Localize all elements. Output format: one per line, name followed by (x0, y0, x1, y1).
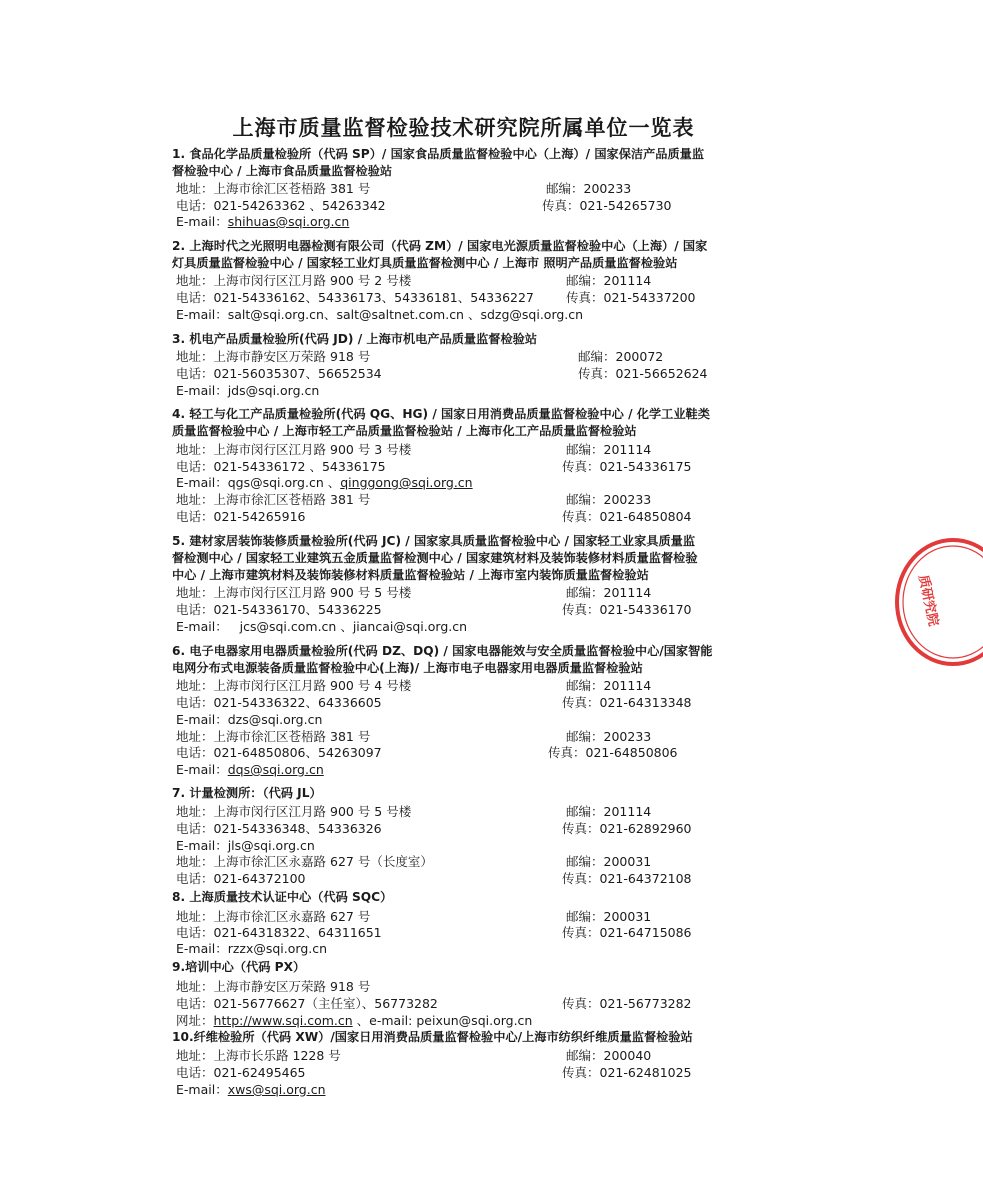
unit-8-address (176, 908, 370, 925)
email-label: E-mail： (176, 214, 228, 229)
fax-value: 021-64313348 (599, 695, 692, 710)
unit-6-address (176, 677, 411, 694)
unit-5-heading-line-1: 5. 建材家居装饰装修质量检验所(代码 JC) / 国家家具质量监督检验中心 / 国家轻工业家具质量监 (172, 534, 696, 548)
phone-label: 电话： (176, 1065, 214, 1080)
fax-value: 021-54337200 (603, 290, 696, 305)
zip-value: 200233 (603, 492, 652, 507)
address-label: 地址： (176, 273, 214, 288)
unit-4-address-2 (176, 491, 370, 508)
address-value: 上海市徐汇区永嘉路 627 号 (213, 909, 371, 924)
unit-1-address (176, 180, 370, 197)
unit-6-fax (562, 694, 692, 711)
email-label: e-mail: (369, 1013, 413, 1028)
phone-value: 021-56776627（主任室）、56773282 (213, 996, 438, 1011)
email-value[interactable]: jds@sqi.org.cn (227, 383, 320, 398)
address-label: 地址： (176, 181, 214, 196)
unit-2-phone (176, 289, 534, 306)
unit-4-address (176, 441, 411, 458)
unit-8-zip (566, 908, 651, 925)
fax-label: 传真： (566, 290, 604, 305)
zip-value: 200040 (603, 1048, 652, 1063)
email-value[interactable]: salt@saltnet.com.cn (336, 307, 464, 322)
phone-value: 021-64318322、64311651 (213, 925, 382, 940)
phone-label: 电话： (176, 366, 214, 381)
unit-6-fax-2 (548, 744, 678, 761)
address-label: 地址： (176, 979, 214, 994)
unit-5-email: E-mail： jcs@sqi.com.cn 、jiancai@sqi.org.cn (176, 619, 468, 634)
fax-label: 传真： (562, 1065, 600, 1080)
phone-value: 021-62495465 (213, 1065, 306, 1080)
fax-label: 传真： (542, 198, 580, 213)
unit-3-address (176, 348, 370, 365)
fax-label: 传真： (562, 925, 600, 940)
email-value[interactable]: rzzx@sqi.org.cn (227, 941, 328, 956)
seal-inner-ring (903, 546, 983, 658)
address-label: 地址： (176, 729, 214, 744)
fax-value: 021-64715086 (599, 925, 692, 940)
fax-value: 021-54336175 (599, 459, 692, 474)
fax-value: 021-64372108 (599, 871, 692, 886)
unit-6-phone-2 (176, 744, 382, 761)
fax-value: 021-64850804 (599, 509, 692, 524)
unit-5-heading-line-3: 中心 / 上海市建筑材料及装饰装修材料质量监督检验站 / 上海市室内装饰质量监督检验站 (172, 568, 649, 582)
unit-7-heading: 7. 计量检测所：（代码 JL） (172, 786, 322, 800)
unit-6-address-2 (176, 728, 370, 745)
unit-7-zip-2 (566, 853, 651, 870)
unit-3-zip (578, 348, 663, 365)
address-value: 上海市徐汇区苍梧路 381 号 (213, 729, 371, 744)
email-label: E-mail： (176, 383, 228, 398)
email-link[interactable]: xws@sqi.org.cn (227, 1082, 326, 1097)
phone-label: 电话： (176, 602, 214, 617)
unit-4-email: E-mail：qgs@sqi.org.cn 、qinggong@sqi.org.cn (176, 475, 473, 490)
address-label: 地址： (176, 854, 214, 869)
unit-7-phone-2 (176, 870, 306, 887)
address-label: 地址： (176, 442, 214, 457)
unit-9-heading: 9.培训中心（代码 PX） (172, 960, 306, 974)
website-link[interactable]: http://www.sqi.com.cn (213, 1013, 353, 1028)
email-value[interactable]: jls@sqi.org.cn (227, 838, 315, 853)
phone-value: 021-56035307、56652534 (213, 366, 382, 381)
unit-1-heading-line-1: 1. 食品化学品质量检验所（代码 SP）/ 国家食品质量监督检验中心（上海）/ 国家保洁产品质量监 (172, 147, 705, 161)
unit-5-zip (566, 584, 651, 601)
unit-7-email (176, 837, 315, 854)
zip-label: 邮编： (566, 273, 604, 288)
zip-value: 200072 (615, 349, 664, 364)
zip-label: 邮编： (566, 1048, 604, 1063)
phone-value: 021-54336348、54336326 (213, 821, 382, 836)
unit-8-phone (176, 924, 382, 941)
zip-value: 200031 (603, 854, 652, 869)
zip-label: 邮编： (566, 909, 604, 924)
phone-label: 电话： (176, 996, 214, 1011)
fax-label: 传真： (578, 366, 616, 381)
unit-3-heading: 3. 机电产品质量检验所(代码 JD) / 上海市机电产品质量监督检验站 (172, 332, 538, 346)
unit-4-heading-line-1: 4. 轻工与化工产品质量检验所(代码 QG、HG) / 国家日用消费品质量监督检验中心 / 化学工业鞋类 (172, 407, 710, 421)
phone-label: 电话： (176, 459, 214, 474)
unit-5-fax (562, 601, 692, 618)
unit-2-zip (566, 272, 651, 289)
unit-1-heading-line-2: 督检验中心 / 上海市食品质量监督检验站 (172, 164, 393, 178)
zip-label: 邮编： (566, 442, 604, 457)
unit-9-address (176, 978, 370, 995)
unit-2-fax (566, 289, 696, 306)
seal-ring (897, 540, 983, 664)
zip-value: 201114 (603, 678, 652, 693)
unit-1-email (176, 213, 349, 230)
unit-10-phone (176, 1064, 306, 1081)
unit-7-fax (562, 820, 692, 837)
fax-label: 传真： (562, 871, 600, 886)
official-seal-stamp (893, 540, 983, 670)
address-label: 地址： (176, 349, 214, 364)
zip-label: 邮编： (546, 181, 584, 196)
phone-label: 电话： (176, 821, 214, 836)
fax-value: 021-56773282 (599, 996, 692, 1011)
unit-10-heading: 10.纤维检验所（代码 XW）/国家日用消费品质量监督检验中心/上海市纺织纤维质量监督检验站 (172, 1030, 693, 1044)
email-value[interactable]: salt@sqi.org.cn (227, 307, 324, 322)
fax-label: 传真： (548, 745, 586, 760)
seal-text: 质研究院 (915, 573, 941, 628)
fax-value: 021-62892960 (599, 821, 692, 836)
fax-value: 021-64850806 (585, 745, 678, 760)
phone-value: 021-54265916 (213, 509, 306, 524)
email-value[interactable]: jcs@sqi.com.cn (239, 619, 337, 634)
unit-10-email (176, 1081, 326, 1098)
unit-6-email (176, 711, 322, 728)
zip-value: 200031 (603, 909, 652, 924)
zip-value: 201114 (603, 442, 652, 457)
address-label: 地址： (176, 1048, 214, 1063)
zip-label: 邮编： (566, 678, 604, 693)
address-label: 地址： (176, 804, 214, 819)
unit-9-website: 网址：http://www.sqi.com.cn 、e-mail: peixun@sqi.org.cn (176, 1013, 533, 1028)
website-label: 网址： (176, 1013, 214, 1028)
email-value[interactable]: qgs@sqi.org.cn (227, 475, 324, 490)
unit-7-fax-2 (562, 870, 692, 887)
address-value: 上海市徐汇区苍梧路 381 号 (213, 492, 371, 507)
document-title: 上海市质量监督检验技术研究院所属单位一览表 (232, 116, 695, 140)
unit-7-phone (176, 820, 382, 837)
zip-value: 201114 (603, 804, 652, 819)
email-label: E-mail： (176, 475, 228, 490)
phone-value: 021-54336162、54336173、54336181、54336227 (213, 290, 534, 305)
address-value: 上海市静安区万荣路 918 号 (213, 349, 371, 364)
address-label: 地址： (176, 492, 214, 507)
zip-value: 200233 (583, 181, 632, 196)
address-value: 上海市徐汇区苍梧路 381 号 (213, 181, 371, 196)
phone-label: 电话： (176, 745, 214, 760)
phone-label: 电话： (176, 871, 214, 886)
address-value: 上海市长乐路 1228 号 (213, 1048, 341, 1063)
unit-9-fax (562, 995, 692, 1012)
zip-value: 200233 (603, 729, 652, 744)
unit-4-zip (566, 441, 651, 458)
phone-value: 021-54336170、54336225 (213, 602, 382, 617)
unit-2-heading-line-1: 2. 上海时代之光照明电器检测有限公司（代码 ZM）/ 国家电光源质量监督检验中心（上海）/ 国家 (172, 239, 708, 253)
fax-label: 传真： (562, 821, 600, 836)
zip-label: 邮编： (566, 585, 604, 600)
unit-10-address (176, 1047, 341, 1064)
email-label: E-mail： (176, 941, 228, 956)
email-label: E-mail： (176, 619, 228, 634)
unit-4-phone (176, 458, 386, 475)
fax-value: 021-54336170 (599, 602, 692, 617)
unit-7-address (176, 803, 411, 820)
email-link[interactable]: shihuas@sqi.org.cn (227, 214, 350, 229)
unit-5-address (176, 584, 411, 601)
fax-value: 021-54265730 (579, 198, 672, 213)
email-link[interactable]: dqs@sqi.org.cn (227, 762, 324, 777)
unit-2-address (176, 272, 411, 289)
unit-1-zip (546, 180, 631, 197)
phone-value: 021-54336322、64336605 (213, 695, 382, 710)
unit-10-fax (562, 1064, 692, 1081)
unit-2-heading-line-2: 灯具质量监督检验中心 / 国家轻工业灯具质量监督检测中心 / 上海市 照明产品质量监督检验站 (172, 256, 678, 270)
unit-6-zip (566, 677, 651, 694)
phone-label: 电话： (176, 509, 214, 524)
address-value: 上海市闵行区江月路 900 号 5 号楼 (213, 585, 412, 600)
unit-3-phone (176, 365, 382, 382)
unit-4-fax (562, 458, 692, 475)
unit-7-address-2 (176, 853, 433, 870)
unit-7-zip (566, 803, 651, 820)
phone-value: 021-64372100 (213, 871, 306, 886)
unit-6-heading-line-2: 电网分布式电源装备质量监督检验中心(上海)/ 上海市电子电器家用电器质量监督检验站 (172, 661, 643, 675)
unit-5-heading-line-2: 督检测中心 / 国家轻工业建筑五金质量监督检测中心 / 国家建筑材料及装饰装修材料质量监督检验 (172, 551, 698, 565)
fax-value: 021-62481025 (599, 1065, 692, 1080)
unit-6-email-2 (176, 761, 324, 778)
unit-5-phone (176, 601, 382, 618)
address-value: 上海市闵行区江月路 900 号 2 号楼 (213, 273, 412, 288)
email-label: E-mail： (176, 307, 228, 322)
fax-label: 传真： (562, 996, 600, 1011)
zip-label: 邮编： (566, 729, 604, 744)
unit-6-zip-2 (566, 728, 651, 745)
zip-label: 邮编： (566, 804, 604, 819)
phone-value: 021-54263362 、54263342 (213, 198, 386, 213)
email-value[interactable]: jiancai@sqi.org.cn (352, 619, 468, 634)
address-label: 地址： (176, 678, 214, 693)
unit-4-heading-line-2: 质量监督检验中心 / 上海市轻工产品质量监督检验站 / 上海市化工产品质量监督检验站 (172, 424, 637, 438)
unit-4-zip-2 (566, 491, 651, 508)
unit-9-phone (176, 995, 438, 1012)
phone-label: 电话： (176, 198, 214, 213)
phone-value: 021-54336172 、54336175 (213, 459, 386, 474)
email-label: E-mail： (176, 838, 228, 853)
unit-3-email (176, 382, 319, 399)
unit-8-fax (562, 924, 692, 941)
address-value: 上海市徐汇区永嘉路 627 号（长度室） (213, 854, 433, 869)
zip-label: 邮编： (566, 854, 604, 869)
fax-label: 传真： (562, 695, 600, 710)
email-value[interactable]: dzs@sqi.org.cn (227, 712, 323, 727)
unit-4-phone-2 (176, 508, 306, 525)
unit-8-heading: 8. 上海质量技术认证中心（代码 SQC） (172, 890, 393, 904)
unit-6-phone (176, 694, 382, 711)
fax-value: 021-56652624 (615, 366, 708, 381)
zip-value: 201114 (603, 273, 652, 288)
zip-label: 邮编： (566, 492, 604, 507)
address-value: 上海市闵行区江月路 900 号 3 号楼 (213, 442, 412, 457)
unit-1-phone (176, 197, 386, 214)
email-label: E-mail： (176, 712, 228, 727)
email-label: E-mail： (176, 762, 228, 777)
phone-label: 电话： (176, 925, 214, 940)
unit-3-fax (578, 365, 708, 382)
zip-label: 邮编： (578, 349, 616, 364)
phone-value: 021-64850806、54263097 (213, 745, 382, 760)
email-value[interactable]: sdzg@sqi.org.cn (480, 307, 584, 322)
unit-10-zip (566, 1047, 651, 1064)
address-value: 上海市闵行区江月路 900 号 5 号楼 (213, 804, 412, 819)
address-label: 地址： (176, 909, 214, 924)
address-value: 上海市闵行区江月路 900 号 4 号楼 (213, 678, 412, 693)
fax-label: 传真： (562, 459, 600, 474)
email-label: E-mail： (176, 1082, 228, 1097)
address-label: 地址： (176, 585, 214, 600)
unit-8-email (176, 940, 327, 957)
email-value[interactable]: peixun@sqi.org.cn (416, 1013, 533, 1028)
email-link[interactable]: qinggong@sqi.org.cn (340, 475, 473, 490)
unit-4-fax-2 (562, 508, 692, 525)
unit-2-email: E-mail：salt@sqi.org.cn、salt@saltnet.com.cn 、sdzg@sqi.org.cn (176, 307, 584, 322)
address-value: 上海市静安区万荣路 918 号 (213, 979, 371, 994)
fax-label: 传真： (562, 509, 600, 524)
fax-label: 传真： (562, 602, 600, 617)
unit-1-fax (542, 197, 672, 214)
unit-6-heading-line-1: 6. 电子电器家用电器质量检验所(代码 DZ、DQ) / 国家电器能效与安全质量监督检验中心/国家智能 (172, 644, 713, 658)
phone-label: 电话： (176, 695, 214, 710)
phone-label: 电话： (176, 290, 214, 305)
zip-value: 201114 (603, 585, 652, 600)
